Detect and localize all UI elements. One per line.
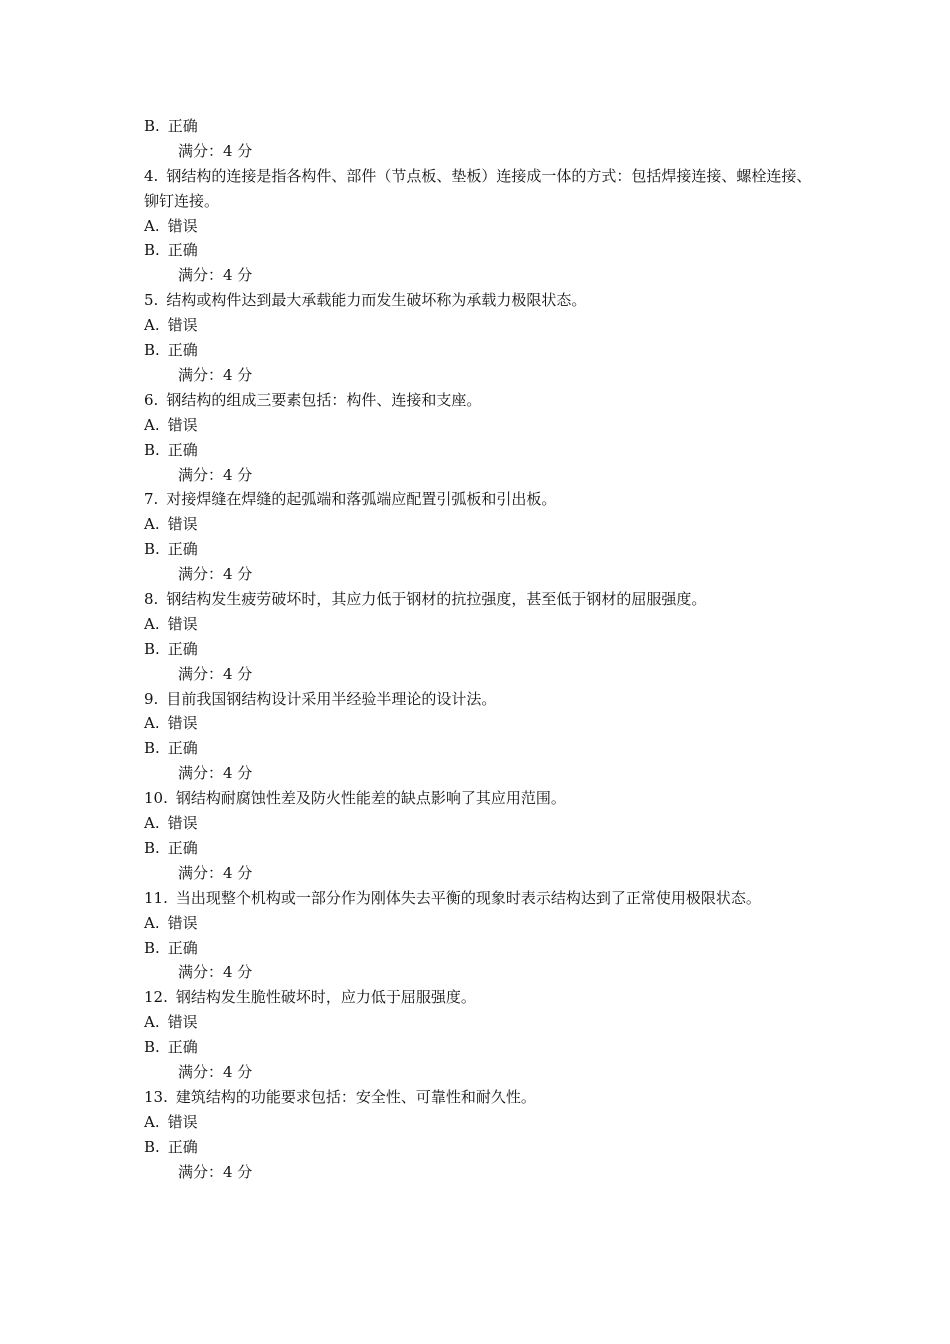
option-letter: A. — [144, 913, 160, 932]
option-letter: A. — [144, 714, 160, 733]
question-number: 7. — [144, 490, 159, 509]
option-text: 正确 — [167, 241, 198, 260]
score-line: 满分：4 分 — [178, 1063, 253, 1081]
option-text: 错误 — [167, 714, 198, 733]
option-letter: A. — [144, 216, 160, 235]
option-text: 错误 — [167, 913, 198, 932]
option-text: 错误 — [167, 1112, 198, 1131]
question-text: 结构或构件达到最大承载能力而发生破坏称为承载力极限状态。 — [166, 291, 587, 310]
option-letter: B. — [144, 1137, 160, 1156]
option-letter: B. — [144, 117, 160, 135]
question-text: 目前我国钢结构设计采用半经验半理论的设计法。 — [166, 689, 497, 708]
option-text: 错误 — [167, 415, 198, 434]
question-number: 4. — [144, 166, 159, 185]
question-text: 钢结构的连接是指各构件、部件（节点板、垫板）连接成一体的方式：包括焊接连接、螺栓连接、铆钉连接。 — [144, 166, 812, 210]
option-text: 错误 — [167, 515, 198, 534]
option-text: 正确 — [167, 1137, 198, 1156]
option-a — [144, 711, 816, 736]
option-b — [144, 338, 816, 363]
option-b — [144, 1035, 816, 1060]
question-block — [144, 288, 816, 388]
question-block — [144, 587, 816, 687]
question-stem — [144, 487, 816, 512]
question-stem — [144, 985, 816, 1010]
question-text: 当出现整个机构或一部分作为刚体失去平衡的现象时表示结构达到了正常使用极限状态。 — [175, 888, 761, 907]
question-text: 对接焊缝在焊缝的起弧端和落弧端应配置引弧板和引出板。 — [166, 490, 557, 509]
option-a — [144, 811, 816, 836]
question-text: 钢结构发生疲劳破坏时，其应力低于钢材的抗拉强度，甚至低于钢材的屈服强度。 — [166, 590, 707, 608]
option-letter: B. — [144, 838, 160, 857]
document-page — [144, 114, 816, 1184]
question-number: 12. — [144, 988, 168, 1007]
option-text: 错误 — [167, 614, 198, 633]
option-text: 错误 — [167, 814, 198, 833]
score-line: 满分：4 分 — [178, 863, 253, 882]
question-text: 钢结构的组成三要素包括：构件、连接和支座。 — [166, 390, 482, 409]
question-number: 8. — [144, 590, 159, 608]
option-text: 正确 — [167, 838, 198, 857]
option-b — [144, 836, 816, 861]
question-stem — [144, 886, 816, 911]
question-number: 6. — [144, 390, 159, 409]
question-block — [144, 886, 816, 986]
option-a — [144, 512, 816, 537]
option-text: 错误 — [167, 316, 198, 335]
question-text: 钢结构发生脆性破坏时，应力低于屈服强度。 — [175, 988, 476, 1007]
question-stem — [144, 587, 816, 612]
option-text: 正确 — [167, 938, 198, 957]
option-letter: B. — [144, 938, 160, 957]
score-line: 满分：4 分 — [178, 963, 253, 982]
question-stem — [144, 388, 816, 413]
option-letter: B. — [144, 739, 160, 758]
question-text: 钢结构耐腐蚀性差及防火性能差的缺点影响了其应用范围。 — [175, 789, 566, 808]
option-text: 正确 — [167, 639, 198, 658]
option-a — [144, 413, 816, 438]
score-line: 满分：4 分 — [178, 664, 253, 683]
question-block — [144, 687, 816, 787]
question-number: 5. — [144, 291, 159, 310]
option-b — [144, 637, 816, 662]
option-text: 正确 — [167, 739, 198, 758]
score-line: 满分：4 分 — [178, 141, 253, 160]
option-b — [144, 438, 816, 463]
score-line: 满分：4 分 — [178, 365, 253, 384]
option-b — [144, 114, 816, 139]
question-block — [144, 487, 816, 587]
question-number: 9. — [144, 689, 159, 708]
question-block — [144, 388, 816, 488]
option-b — [144, 1135, 816, 1160]
question-stem — [144, 288, 816, 313]
option-text: 正确 — [167, 117, 198, 135]
question-stem — [144, 786, 816, 811]
option-letter: A. — [144, 1112, 160, 1131]
option-a — [144, 911, 816, 936]
option-letter: A. — [144, 814, 160, 833]
option-a — [144, 1110, 816, 1135]
score-line: 满分：4 分 — [178, 266, 253, 285]
option-a — [144, 612, 816, 637]
option-letter: B. — [144, 1038, 160, 1057]
option-b — [144, 736, 816, 761]
option-b — [144, 238, 816, 263]
option-text: 正确 — [167, 440, 198, 459]
option-letter: A. — [144, 1013, 160, 1032]
score-line: 满分：4 分 — [178, 465, 253, 484]
option-letter: A. — [144, 515, 160, 534]
question-list — [144, 164, 816, 1185]
option-letter: A. — [144, 316, 160, 335]
option-a — [144, 214, 816, 239]
option-letter: B. — [144, 540, 160, 559]
option-letter: B. — [144, 241, 160, 260]
question-number: 13. — [144, 1087, 168, 1106]
question-stem — [144, 687, 816, 712]
option-letter: B. — [144, 639, 160, 658]
option-text: 错误 — [167, 1013, 198, 1032]
question-stem — [144, 1085, 816, 1110]
option-b — [144, 537, 816, 562]
question-block — [144, 164, 816, 288]
question-number: 10. — [144, 789, 168, 808]
question-block — [144, 1085, 816, 1185]
option-letter: A. — [144, 415, 160, 434]
option-a — [144, 313, 816, 338]
score-line: 满分：4 分 — [178, 1162, 253, 1181]
option-letter: B. — [144, 341, 160, 360]
score-line: 满分：4 分 — [178, 764, 253, 783]
option-b — [144, 936, 816, 961]
option-letter: A. — [144, 614, 160, 633]
question-stem — [144, 164, 816, 214]
question-number: 11. — [144, 888, 168, 907]
option-text: 正确 — [167, 341, 198, 360]
score-line: 满分：4 分 — [178, 565, 253, 584]
question-text: 建筑结构的功能要求包括：安全性、可靠性和耐久性。 — [175, 1087, 536, 1106]
option-text: 错误 — [167, 216, 198, 235]
option-a — [144, 1010, 816, 1035]
question-block — [144, 985, 816, 1085]
option-text: 正确 — [167, 540, 198, 559]
option-letter: B. — [144, 440, 160, 459]
option-text: 正确 — [167, 1038, 198, 1057]
question-block — [144, 786, 816, 886]
